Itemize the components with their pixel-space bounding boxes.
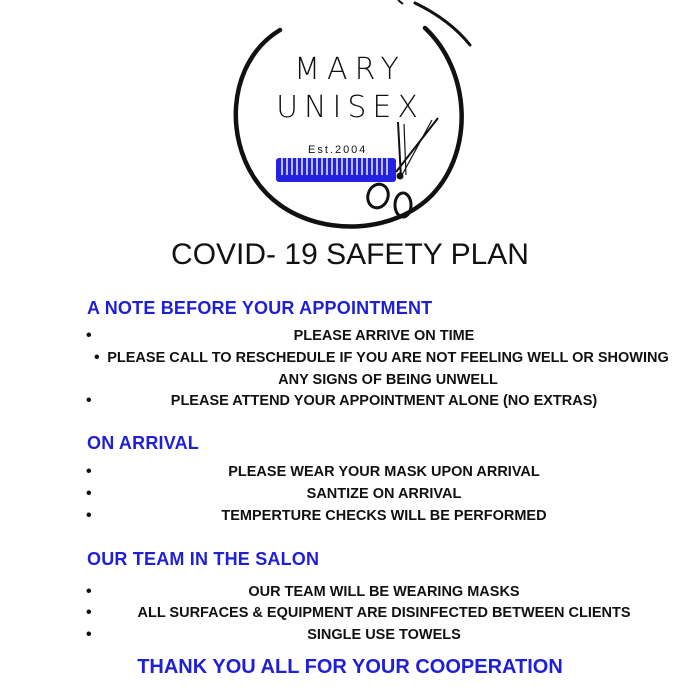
comb-icon [276,158,396,182]
list-item: • PLEASE WEAR YOUR MASK UPON ARRIVAL [92,461,676,483]
footer-thank-you: THANK YOU ALL FOR YOUR COOPERATION [137,656,563,678]
list-item: • SANTIZE ON ARRIVAL [92,483,676,505]
list-item: • OUR TEAM WILL BE WEARING MASKS [92,581,676,603]
brand-name-line1: MARY [294,52,406,87]
list-item: • PLEASE ATTEND YOUR APPOINTMENT ALONE (NO EXTRAS) [92,390,676,412]
page-title: COVID- 19 SAFETY PLAN [171,238,529,271]
list-item: • PLEASE CALL TO RESCHEDULE IF YOU ARE NOT FEELING WELL OR SHOWING ANY SIGNS OF BEING UNWELL [100,347,676,391]
list-item: • SINGLE USE TOWELS [92,624,676,646]
list-item: • ALL SURFACES & EQUIPMENT ARE DISINFECTED BETWEEN CLIENTS [92,602,676,624]
list-item: • PLEASE ARRIVE ON TIME [92,325,676,347]
section-heading-on-arrival: ON ARRIVAL [87,433,199,453]
salon-logo [220,0,480,240]
brand-name-line2: UNISEX [276,90,424,125]
established-text: Est.2004 [308,144,368,156]
section-heading-team-in-salon: OUR TEAM IN THE SALON [87,549,320,569]
section-heading-before-appointment: A NOTE BEFORE YOUR APPOINTMENT [87,298,433,318]
list-item: • TEMPERTURE CHECKS WILL BE PERFORMED [92,505,676,527]
